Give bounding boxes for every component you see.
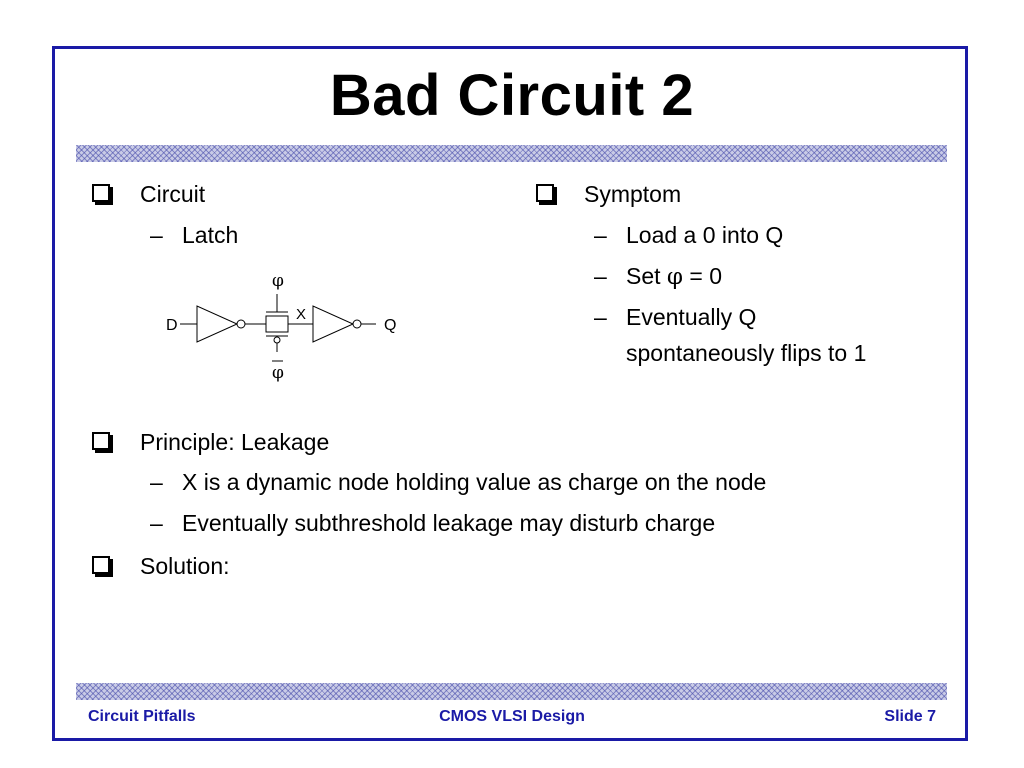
footer-slide-number: Slide 7 [884,708,936,725]
inverter-1-bubble [237,320,245,328]
sub-item-dynamic-node-label: X is a dynamic node holding value as charge on the node [182,469,767,495]
sub-item-load-label: Load a 0 into Q [626,222,784,248]
dash-icon: – [150,510,163,536]
bullet-symptom-label: Symptom [584,181,682,207]
slide-title: Bad Circuit 2 [329,63,695,128]
bullet-solution-label: Solution: [140,553,230,579]
top-divider [76,145,947,162]
dash-icon: – [594,304,607,330]
latch-diagram [150,260,410,390]
sub-item-eventually-label: Eventually Q [626,304,757,330]
node-label: X [296,306,307,323]
clock-bar-label: φ [272,363,284,383]
inverter-2 [313,306,353,342]
sub-item-leakage-label: Eventually subthreshold leakage may disturb charge [182,510,716,536]
footer-center: CMOS VLSI Design [439,708,585,725]
sub-item-flips-label: spontaneously flips to 1 [626,340,867,366]
checkbox-bullet-icon [92,432,110,450]
dash-icon: – [150,222,163,248]
bottom-divider [76,683,947,700]
tgate-pmos-bubble [274,337,280,343]
clock-label: φ [272,271,284,291]
output-label: Q [384,317,397,334]
inverter-2-bubble [353,320,361,328]
dash-icon: – [594,263,607,289]
bullet-principle-label: Principle: Leakage [140,429,330,455]
set-phi-prefix: Set [626,263,667,289]
bullet-circuit-label: Circuit [140,181,206,207]
inverter-1 [197,306,237,342]
footer-left: Circuit Pitfalls [88,708,196,725]
checkbox-bullet-icon [92,556,110,574]
phi-symbol: φ [666,264,684,290]
dash-icon: – [594,222,607,248]
dash-icon: – [150,469,163,495]
transmission-gate [266,316,288,332]
set-phi-suffix: = 0 [683,263,723,289]
input-label: D [166,317,178,334]
checkbox-bullet-icon [92,184,110,202]
checkbox-bullet-icon [536,184,554,202]
sub-item-set-phi-label [626,259,722,294]
sub-item-latch-label: Latch [182,222,239,248]
